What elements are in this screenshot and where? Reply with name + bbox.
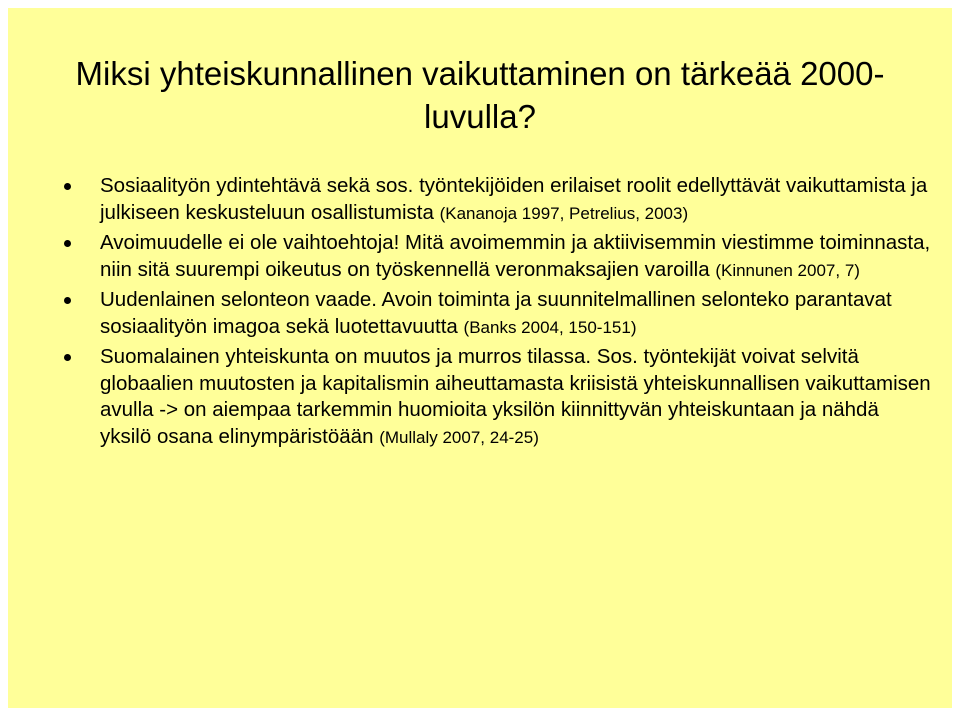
bullet-item — [64, 344, 932, 451]
bullet-text: Sosiaalityön ydintehtävä sekä sos. työntekijöiden erilaiset roolit edellyttävät vaikuttamista ja julkiseen keskusteluun osallistumista — [100, 174, 928, 224]
bullet-reference: (Kinnunen 2007, 7) — [715, 260, 860, 280]
bullet-dot-icon — [64, 183, 71, 190]
bullet-item — [64, 287, 932, 341]
bullet-reference: (Kananoja 1997, Petrelius, 2003) — [439, 203, 689, 223]
bullet-list — [64, 173, 932, 454]
bullet-item — [64, 173, 932, 227]
bullet-item — [64, 230, 932, 284]
bullet-text: Avoimuudelle ei ole vaihtoehtoja! Mitä avoimemmin ja aktiivisemmin viestimme toiminnasta, niin sitä suurempi oikeutus on työskennellä veronmaksajien varoilla — [100, 231, 931, 281]
bullet-dot-icon — [64, 240, 71, 247]
slide-title: Miksi yhteiskunnallinen vaikuttaminen on tärkeää 2000-luvulla? — [75, 55, 885, 135]
bullet-dot-icon — [64, 354, 71, 361]
slide — [8, 8, 952, 708]
bullet-text: Uudenlainen selonteon vaade. Avoin toiminta ja suunnitelmallinen selonteko parantavat sosiaalityön imagoa sekä luotettavuutta — [100, 288, 892, 338]
bullet-reference: (Banks 2004, 150-151) — [463, 317, 637, 337]
bullet-reference: (Mullaly 2007, 24-25) — [379, 427, 539, 447]
bullet-text: Suomalainen yhteiskunta on muutos ja murros tilassa. Sos. työntekijät voivat selvitä globaalien muutosten ja kapitalismin aiheuttamasta kriisistä yhteiskunnallisen vaikuttamisen avulla -> on aiempaa tarkemmin huomioita yksilön kiinnittyvän yhteiskuntaan ja nähdä yksilö osana elinympäristöään — [100, 345, 931, 448]
bullet-dot-icon — [64, 297, 71, 304]
